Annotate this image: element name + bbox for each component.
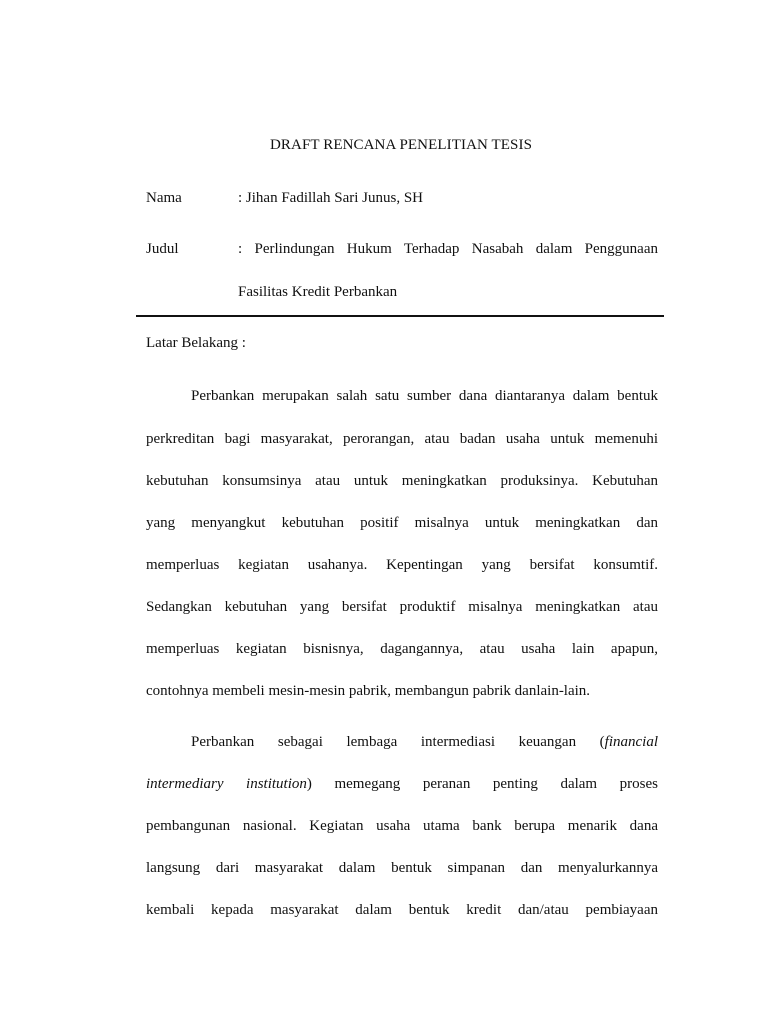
judul-value-line-1: : Perlindungan Hukum Terhadap Nasabah dalam Penggunaan [238, 241, 658, 257]
paragraph-1-line: yang menyangkut kebutuhan positif misalnya untuk meningkatkan dan [146, 515, 658, 531]
paragraph-2-line-5: kembali kepada masyarakat dalam bentuk kredit dan/atau pembiayaan [146, 902, 658, 918]
paragraph-2-line-4: langsung dari masyarakat dalam bentuk simpanan dan menyalurkannya [146, 860, 658, 876]
name-label: Nama [146, 190, 182, 206]
paragraph-1-line: kebutuhan konsumsinya atau untuk meningkatkan produksinya. Kebutuhan [146, 473, 658, 489]
paragraph-1-line: Sedangkan kebutuhan yang bersifat produktif misalnya meningkatkan atau [146, 599, 658, 615]
name-value: : Jihan Fadillah Sari Junus, SH [238, 190, 424, 206]
paragraph-2-line-3: pembangunan nasional. Kegiatan usaha utama bank berupa menarik dana [146, 818, 658, 834]
section-heading-latar-belakang: Latar Belakang : [146, 335, 246, 351]
paragraph-2-line-2-italic: intermediary institution [146, 776, 307, 792]
judul-label: Judul [146, 241, 179, 257]
paragraph-2-line-1-text: Perbankan sebagai lembaga intermediasi keuangan ( [191, 734, 605, 750]
paragraph-1-line: memperluas kegiatan bisnisnya, dagangannya, atau usaha lain apapun, [146, 641, 658, 657]
horizontal-divider [136, 315, 664, 317]
paragraph-1-line: memperluas kegiatan usahanya. Kepentingan yang bersifat konsumtif. [146, 557, 658, 573]
judul-value-line-2: Fasilitas Kredit Perbankan [238, 284, 398, 300]
paragraph-2-line-1-italic: financial [604, 734, 658, 750]
paragraph-2-line-1 [146, 732, 658, 752]
paragraph-1-line: perkreditan bagi masyarakat, perorangan, atau badan usaha untuk memenuhi [146, 431, 658, 447]
paragraph-2-line-2 [146, 774, 658, 794]
paragraph-1-line: contohnya membeli mesin-mesin pabrik, membangun pabrik danlain-lain. [146, 683, 591, 699]
document-title: DRAFT RENCANA PENELITIAN TESIS [269, 137, 533, 153]
paragraph-2-line-2-text: ) memegang peranan penting dalam proses [306, 776, 658, 792]
paragraph-1-line: Perbankan merupakan salah satu sumber dana diantaranya dalam bentuk [191, 388, 658, 404]
